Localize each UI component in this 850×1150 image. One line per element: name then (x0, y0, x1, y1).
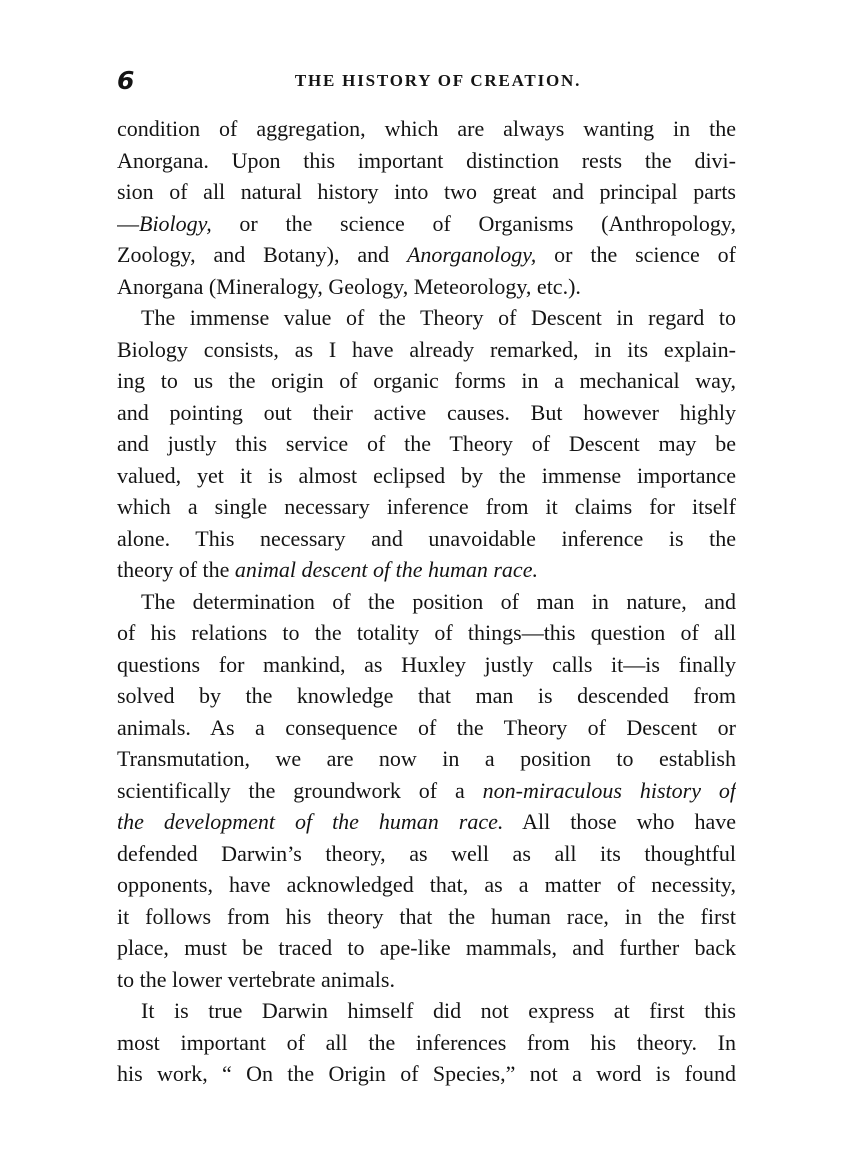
text-segment: and pointing out their active causes. But however highly (117, 399, 736, 425)
text-segment: his work, “ On the Origin of Species,” not a word is found (117, 1061, 736, 1086)
page-header (117, 66, 737, 96)
text-line (117, 617, 736, 649)
text-line (117, 239, 736, 271)
text-segment: The immense value of the Theory of Descent in regard to (141, 305, 736, 330)
running-title: THE HISTORY OF CREATION. (294, 71, 582, 90)
text-segment: and justly this service of the Theory of Descent may be (117, 431, 736, 456)
text-line (117, 932, 736, 964)
text-segment: to the lower vertebrate animals. (117, 966, 395, 992)
text-segment: alone. This necessary and unavoidable inference is the (117, 525, 736, 551)
body-text (117, 113, 736, 1090)
text-segment: Anorgana. Upon this important distinction rests the divi- (117, 147, 736, 173)
text-line (117, 838, 736, 870)
text-segment: opponents, have acknowledged that, as a matter of necessity, (117, 872, 736, 897)
text-line (117, 491, 736, 523)
italic-text-segment: Anorganology, (406, 242, 537, 267)
italic-text-segment: the development of the human race. (117, 809, 504, 834)
text-segment: sion of all natural history into two great and principal parts (117, 179, 736, 204)
text-segment: it follows from his theory that the human race, in the first (117, 903, 736, 929)
italic-text-segment: animal descent of the human race. (234, 557, 538, 582)
text-line (117, 145, 736, 177)
text-line (117, 1058, 736, 1090)
text-segment: All those who have (503, 809, 736, 834)
text-line (117, 460, 736, 492)
text-segment: Anorgana (Mineralogy, Geology, Meteorology, etc.). (117, 273, 581, 299)
text-line (117, 428, 736, 460)
text-segment: or the science of Organisms (Anthropology, (211, 210, 736, 236)
text-line (117, 334, 736, 366)
text-line (117, 964, 736, 996)
text-segment: of his relations to the totality of things—this question of all (117, 620, 736, 645)
text-segment: animals. As a consequence of the Theory of Descent or (117, 714, 736, 740)
text-line (117, 208, 736, 240)
text-segment: Biology consists, as I have already remarked, in its explain- (117, 336, 736, 362)
text-line (117, 554, 736, 586)
text-segment: solved by the knowledge that man is descended from (117, 683, 736, 708)
text-segment: theory of the (117, 557, 235, 582)
text-segment: condition of aggregation, which are always wanting in the (117, 116, 736, 141)
italic-text-segment: non-miraculous history of (482, 777, 736, 803)
text-line (117, 113, 736, 145)
text-segment: The determination of the position of man in nature, and (141, 588, 736, 614)
text-segment: place, must be traced to ape-like mammals, and further back (117, 935, 736, 960)
text-line (117, 712, 736, 744)
text-segment: It is true Darwin himself did not express at first this (141, 998, 736, 1023)
text-line (117, 869, 736, 901)
text-line (117, 806, 736, 838)
page-number: 6 (117, 66, 135, 95)
text-line (117, 397, 736, 429)
text-line (117, 302, 736, 334)
text-segment: — (117, 210, 139, 236)
text-line (117, 901, 736, 933)
text-segment: Transmutation, we are now in a position to establish (117, 746, 736, 771)
text-line (117, 586, 736, 618)
text-line (117, 649, 736, 681)
text-segment: most important of all the inferences from his theory. In (117, 1029, 736, 1055)
text-segment: which a single necessary inference from it claims for itself (117, 494, 736, 519)
text-segment: ing to us the origin of organic forms in a mechanical way, (117, 368, 736, 393)
text-line (117, 365, 736, 397)
text-segment: or the science of (536, 242, 736, 267)
text-line (117, 995, 736, 1027)
text-line (117, 271, 736, 303)
text-line (117, 176, 736, 208)
text-line (117, 523, 736, 555)
text-line (117, 1027, 736, 1059)
text-line (117, 680, 736, 712)
text-line (117, 743, 736, 775)
text-segment: valued, yet it is almost eclipsed by the immense importance (117, 462, 736, 488)
text-segment: questions for mankind, as Huxley justly calls it—is finally (117, 651, 736, 677)
text-line (117, 775, 736, 807)
text-segment: scientifically the groundwork of a (117, 777, 483, 803)
text-segment: defended Darwin’s theory, as well as all its thoughtful (117, 840, 736, 866)
text-segment: Zoology, and Botany), and (117, 242, 407, 267)
italic-text-segment: Biology, (139, 210, 212, 236)
